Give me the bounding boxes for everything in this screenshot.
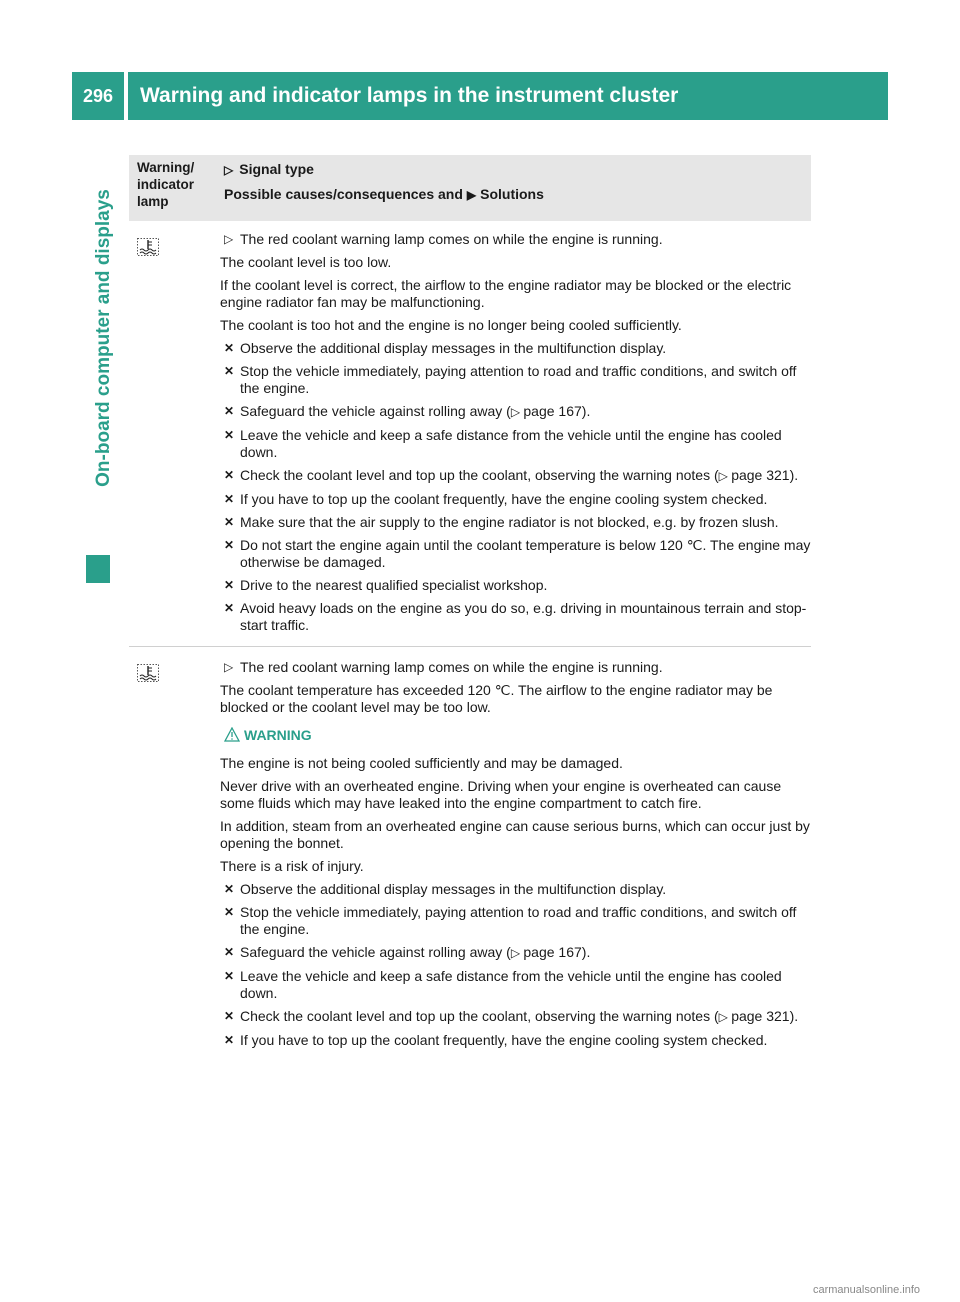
warning-text: The engine is not being cooled sufficiently and may be damaged. (220, 755, 623, 771)
solution-step: ✕ Do not start the engine again until the coolant temperature is below 120 ℃. The engine may otherwise be damaged. (224, 537, 811, 570)
solution-step: ✕ Avoid heavy loads on the engine as you do so, e.g. driving in mountainous terrain and stop-start traffic. (224, 600, 807, 633)
x-bullet-icon: ✕ (224, 515, 235, 529)
solution-step: ✕ Safeguard the vehicle against rolling away (▷ page 167). (224, 403, 591, 419)
page-title: Warning and indicator lamps in the instrument cluster (128, 72, 888, 120)
x-bullet-icon: ✕ (224, 601, 235, 615)
arrow-right-icon: ▶ (466, 188, 477, 202)
triangle-right-icon: ▷ (224, 163, 234, 177)
x-bullet-icon: ✕ (224, 468, 235, 482)
warning-heading (220, 727, 811, 745)
lamp-cell (129, 659, 216, 1061)
warning-text: Never drive with an overheated engine. Driving when your engine is overheated can cause some fluids which may have leaked into the engine compartment to catch fire. (220, 778, 782, 811)
side-section-label-text: On-board computer and displays (93, 189, 114, 487)
solution-step: ✕ Check the coolant level and top up the coolant, observing the warning notes (▷ page 321). (224, 467, 799, 483)
page-ref-icon: ▷ (510, 946, 524, 960)
x-bullet-icon: ✕ (224, 364, 235, 378)
solution-step: ✕ If you have to top up the coolant frequently, have the engine cooling system checked. (224, 491, 768, 507)
x-bullet-icon: ✕ (224, 1009, 235, 1023)
page-ref-icon: ▷ (510, 405, 524, 419)
solution-step: ✕ Stop the vehicle immediately, paying attention to road and traffic conditions, and switch off the engine. (224, 904, 797, 937)
warning-label: WARNING (244, 727, 312, 743)
coolant-temperature-icon (137, 238, 159, 256)
col2-header-causes: Possible causes/consequences and (224, 186, 463, 202)
description-cell (216, 231, 811, 646)
page-reference-link[interactable]: page 167). (523, 403, 591, 419)
warning-lamp-table (129, 155, 811, 1061)
lamp-cell (129, 231, 216, 646)
x-bullet-icon: ✕ (224, 905, 235, 919)
x-bullet-icon: ✕ (224, 945, 235, 959)
description-cell (216, 659, 811, 1061)
x-bullet-icon: ✕ (224, 1033, 235, 1047)
signal-type: ▷ The red coolant warning lamp comes on while the engine is running. (224, 659, 663, 675)
table-header (129, 155, 811, 221)
triangle-right-icon: ▷ (224, 232, 234, 246)
solution-step: ✕ Leave the vehicle and keep a safe distance from the vehicle until the engine has cooled down. (224, 427, 782, 460)
solution-step: ✕ Observe the additional display messages in the multifunction display. (224, 881, 667, 897)
solution-step: ✕ Safeguard the vehicle against rolling away (▷ page 167). (224, 944, 591, 960)
cause-text: The coolant is too hot and the engine is no longer being cooled sufficiently. (220, 317, 682, 333)
x-bullet-icon: ✕ (224, 428, 235, 442)
signal-type: ▷ The red coolant warning lamp comes on while the engine is running. (224, 231, 663, 247)
x-bullet-icon: ✕ (224, 969, 235, 983)
page-ref-icon: ▷ (718, 469, 732, 483)
page-reference-link[interactable]: page 321). (731, 467, 799, 483)
solution-step: ✕ Make sure that the air supply to the engine radiator is not blocked, e.g. by frozen slush. (224, 514, 779, 530)
col2-header-signal-text: Signal type (239, 161, 314, 177)
cause-text: If the coolant level is correct, the airflow to the engine radiator may be blocked or the electric engine radiator fan may be malfunctioning. (220, 277, 792, 310)
coolant-temperature-icon (137, 664, 159, 682)
cause-text: The coolant level is too low. (220, 254, 392, 270)
warning-text: In addition, steam from an overheated engine can cause serious burns, which can occur just by opening the bonnet. (220, 818, 810, 851)
side-section-label (92, 128, 116, 548)
x-bullet-icon: ✕ (224, 882, 235, 896)
solution-step: ✕ Leave the vehicle and keep a safe distance from the vehicle until the engine has cooled down. (224, 968, 782, 1001)
table-row (129, 221, 811, 647)
solution-step: ✕ Stop the vehicle immediately, paying attention to road and traffic conditions, and switch off the engine. (224, 363, 797, 396)
col2-header-solutions: Solutions (480, 186, 544, 202)
table-row (129, 647, 811, 1061)
x-bullet-icon: ✕ (224, 341, 235, 355)
solution-step: ✕ If you have to top up the coolant frequently, have the engine cooling system checked. (224, 1032, 768, 1048)
warning-text: There is a risk of injury. (220, 858, 364, 874)
page-reference-link[interactable]: page 167). (523, 944, 591, 960)
page-ref-icon: ▷ (718, 1010, 732, 1024)
triangle-right-icon: ▷ (224, 660, 234, 674)
watermark: carmanualsonline.info (812, 1284, 920, 1296)
solution-step: ✕ Drive to the nearest qualified specialist workshop. (224, 577, 548, 593)
cause-text: The coolant temperature has exceeded 120 ℃. The airflow to the engine radiator may be blocked or the coolant level may be too low. (220, 682, 773, 715)
side-marker-block (86, 555, 110, 583)
x-bullet-icon: ✕ (224, 492, 235, 506)
x-bullet-icon: ✕ (224, 578, 235, 592)
x-bullet-icon: ✕ (224, 404, 235, 418)
col1-header: Warning/ indicator lamp (137, 160, 195, 209)
x-bullet-icon: ✕ (224, 538, 235, 552)
page-number: 296 (72, 72, 124, 120)
warning-triangle-icon (224, 727, 240, 742)
page-reference-link[interactable]: page 321). (731, 1008, 799, 1024)
col2-header (216, 155, 811, 221)
solution-step: ✕ Observe the additional display messages in the multifunction display. (224, 340, 667, 356)
solution-step: ✕ Check the coolant level and top up the coolant, observing the warning notes (▷ page 321). (224, 1008, 799, 1024)
